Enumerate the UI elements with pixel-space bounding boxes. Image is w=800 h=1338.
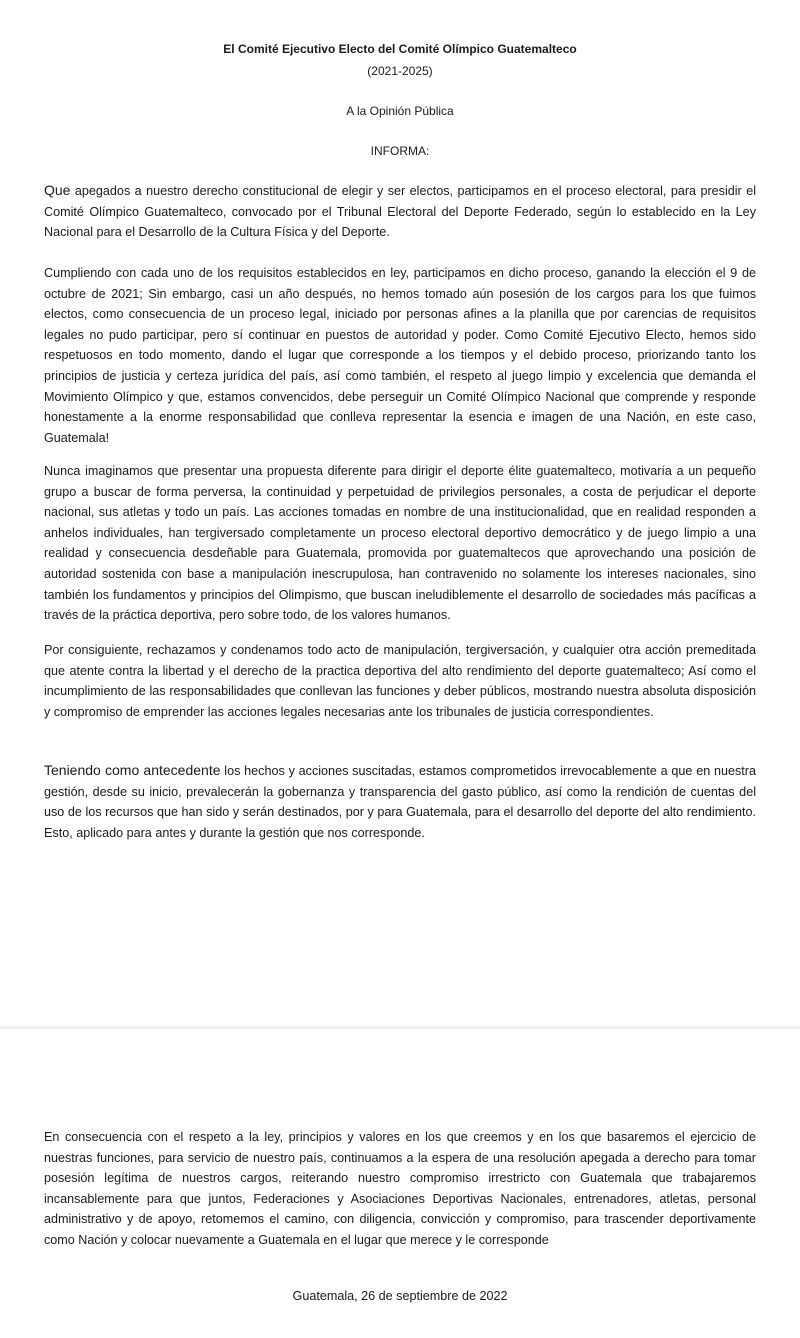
document-informa-heading: INFORMA: [370, 144, 430, 158]
paragraph-4 [44, 640, 756, 722]
paragraph-4-text: Por consiguiente, rechazamos y condenamos todo acto de manipulación, tergiversación, y cualquier otra acción premeditada que atente contra la libertad y el derecho de la practica deportiva del alto rendimiento del deporte guatemalteco; Así como el incumplimiento de las responsabilidades que conllevan las funciones y deber públicos, mostrando nuestra absoluta disposición y compromiso de emprender las acciones legales necesarias ante los tribunales de justicia correspondientes. [44, 643, 756, 719]
paragraph-3-text: Nunca imaginamos que presentar una propuesta diferente para dirigir el deporte élite guatemalteco, motivaría a un pequeño grupo a buscar de forma perversa, la continuidad y perpetuidad de privilegios personales, a costa de perjudicar el deporte nacional, sus atletas y todo un país. Las acciones tomadas en nombre de una institucionalidad, que en realidad responden a anhelos individuales, han tergiversado completamente un proceso electoral deportivo democrático y de juego limpio a una realidad y consecuencia desdeñable para Guatemala, promovida por guatemaltecos que aprovechando una posición de autoridad sostenida con base a manipulación inescrupulosa, han contravenido no solamente los intereses nacionales, sino también los fundamentos y principios del Olimpismo, que buscan ineludiblemente el desarrollo de sociedades más pacíficas a través de la práctica deportiva, pero sobre todo, de los valores humanos. [44, 464, 756, 623]
document-recipient: A la Opinión Pública [346, 104, 454, 118]
place-and-date: Guatemala, 26 de septiembre de 2022 [292, 1289, 508, 1303]
paragraph-2-text: Cumpliendo con cada uno de los requisitos establecidos en ley, participamos en dicho proceso, ganando la elección el 9 de octubre de 2021; Sin embargo, casi un año después, no hemos tomado aún posesión de los cargos para los que fuimos electos, como consecuencia de un proceso legal, iniciado por personas afines a la planilla que por carencias de requisitos legales no pudo participar, pero sí continuar en puestos de autoridad y poder. Como Comité Ejecutivo Electo, hemos sido respetuosos en todo momento, dando el lugar que corresponde a los tiempos y el debido proceso, priorizando tanto los principios de justicia y certeza jurídica del país, así como también, el respeto al juego limpio y excelencia que demanda el Movimiento Olímpico y que, estamos convencidos, debe perseguir un Comité Olímpico Nacional que comprende y responde honestamente a la enorme responsabilidad que conlleva representar la esencia e imagen de una Nación, en este caso, Guatemala! [44, 266, 756, 445]
document-title: El Comité Ejecutivo Electo del Comité Olímpico Guatemalteco [223, 42, 577, 56]
paragraph-6-text: En consecuencia con el respeto a la ley, principios y valores en los que creemos y en los que basaremos el ejercicio de nuestras funciones, para servicio de nuestro país, continuamos a la espera de una resolución apegada a derecho para tomar posesión legítima de nuestros cargos, reiterando nuestro compromiso irrestricto con Guatemala que trabajaremos incansablemente para que juntos, Federaciones y Asociaciones Deportivas Nacionales, entrenadores, atletas, personal administrativo y de apoyo, retomemos el camino, con diligencia, convicción y compromiso, para trascender deportivamente como Nación y colocar nuevamente a Guatemala en el lugar que merece y le corresponde [44, 1130, 756, 1247]
paragraph-1-text: apegados a nuestro derecho constitucional de elegir y ser electos, participamos en el proceso electoral, para presidir el Comité Olímpico Guatemalteco, convocado por el Tribunal Electoral del Deporte Federado, según lo establecido en la Ley Nacional para el Desarrollo de la Cultura Física y del Deporte. [44, 184, 756, 240]
paragraph-6 [44, 1127, 756, 1251]
paragraph-3 [44, 461, 756, 626]
paragraph-5 [44, 760, 756, 843]
paragraph-5-text: los hechos y acciones suscitadas, estamos comprometidos irrevocablemente a que en nuestra gestión, desde su inicio, prevalecerán la gobernanza y transparencia del gasto público, así como la rendición de cuentas del uso de los recursos que han sido y serán destinados, por y para Guatemala, para el desarrollo del deporte del alto rendimiento. Esto, aplicado para antes y durante la gestión que nos corresponde. [44, 764, 756, 840]
paragraph-5-lead: Teniendo como antecedente [44, 762, 221, 778]
page-separator [0, 1026, 800, 1029]
paragraph-1-lead: Que [44, 182, 71, 198]
paragraph-2 [44, 263, 756, 448]
paragraph-1 [44, 180, 756, 243]
document-years: (2021-2025) [367, 64, 433, 78]
